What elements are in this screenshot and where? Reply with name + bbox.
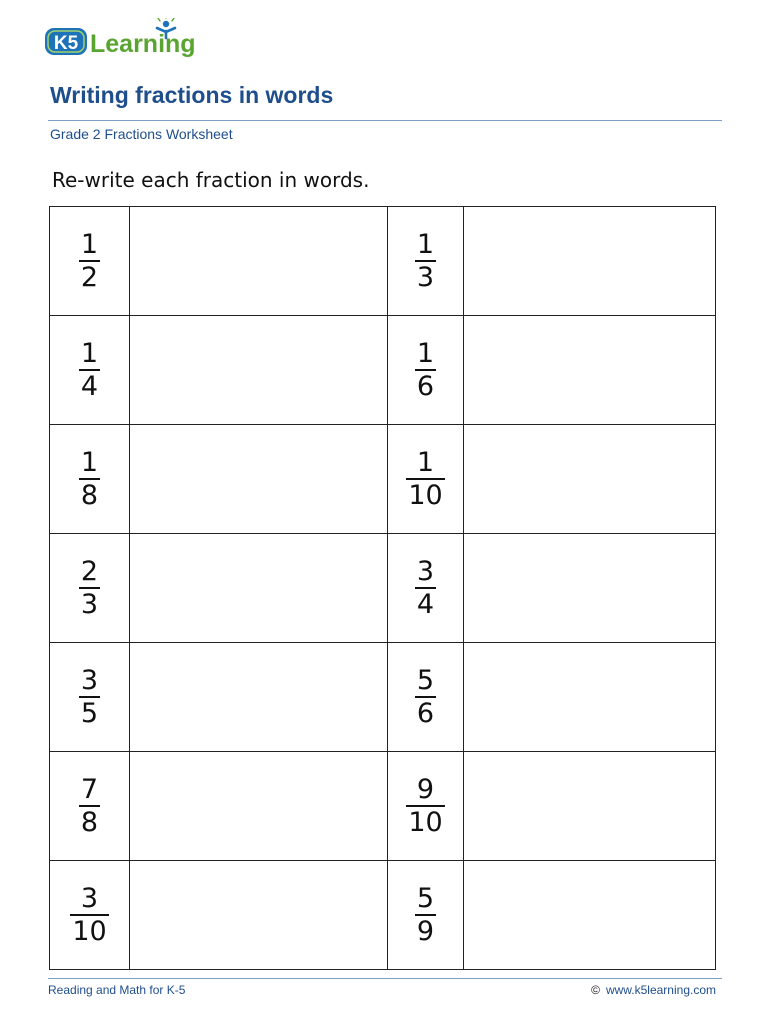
- logo-badge-text: K5: [53, 33, 79, 54]
- fraction-denominator: 8: [80, 479, 99, 511]
- fraction-cell: [50, 207, 130, 316]
- fraction-numerator: 1: [80, 446, 99, 478]
- answer-cell[interactable]: [130, 861, 388, 970]
- fraction-denominator: 2: [80, 261, 99, 293]
- page-subtitle: Grade 2 Fractions Worksheet: [50, 126, 233, 142]
- fraction-denominator: 3: [416, 261, 435, 293]
- answer-cell[interactable]: [464, 207, 716, 316]
- answer-cell[interactable]: [130, 316, 388, 425]
- table-row: [50, 861, 716, 970]
- fraction-numerator: 1: [80, 228, 99, 260]
- fraction-denominator: 3: [80, 588, 99, 620]
- fraction-cell: [50, 316, 130, 425]
- table-row: [50, 752, 716, 861]
- logo-word: Learning: [90, 30, 196, 58]
- fraction-denominator: 9: [416, 915, 435, 947]
- fraction-denominator: 10: [72, 915, 107, 947]
- fraction-denominator: 6: [416, 697, 435, 729]
- fraction-numerator: 9: [416, 773, 435, 805]
- instructions: Re-write each fraction in words.: [52, 168, 370, 192]
- fraction: [70, 882, 108, 947]
- fraction-denominator: 8: [80, 806, 99, 838]
- fraction-cell: [388, 425, 464, 534]
- fraction: [79, 773, 100, 838]
- fraction: [415, 337, 436, 402]
- footer-url[interactable]: www.k5learning.com: [605, 983, 716, 997]
- fraction: [79, 337, 100, 402]
- fraction-denominator: 10: [408, 806, 443, 838]
- answer-cell[interactable]: [130, 752, 388, 861]
- answer-cell[interactable]: [130, 534, 388, 643]
- fraction: [79, 664, 100, 729]
- answer-cell[interactable]: [130, 425, 388, 534]
- fraction-denominator: 5: [80, 697, 99, 729]
- answer-cell[interactable]: [464, 752, 716, 861]
- fraction-cell: [50, 861, 130, 970]
- fraction-numerator: 1: [80, 337, 99, 369]
- answer-cell[interactable]: [464, 425, 716, 534]
- fraction: [79, 555, 100, 620]
- table-row: [50, 534, 716, 643]
- fraction-cell: [50, 752, 130, 861]
- fraction-denominator: 6: [416, 370, 435, 402]
- fraction-numerator: 3: [80, 882, 99, 914]
- footer-tagline: Reading and Math for K-5: [48, 983, 186, 997]
- fraction-numerator: 5: [416, 882, 435, 914]
- answer-cell[interactable]: [464, 316, 716, 425]
- fraction: [79, 228, 100, 293]
- fraction-cell: [388, 643, 464, 752]
- fraction-cell: [388, 316, 464, 425]
- footer-divider: [48, 978, 722, 979]
- page-title: Writing fractions in words: [50, 82, 334, 108]
- fraction-numerator: 1: [416, 337, 435, 369]
- fraction-denominator: 4: [416, 588, 435, 620]
- answer-cell[interactable]: [464, 861, 716, 970]
- fraction-denominator: 4: [80, 370, 99, 402]
- fraction: [415, 228, 436, 293]
- answer-cell[interactable]: [464, 534, 716, 643]
- fraction: [415, 555, 436, 620]
- fraction-numerator: 7: [80, 773, 99, 805]
- fraction: [415, 664, 436, 729]
- fraction-numerator: 3: [80, 664, 99, 696]
- fraction-denominator: 10: [408, 479, 443, 511]
- table-row: [50, 207, 716, 316]
- fraction: [415, 882, 436, 947]
- title-divider: [48, 120, 722, 121]
- fraction-cell: [50, 534, 130, 643]
- fraction-numerator: 2: [80, 555, 99, 587]
- logo-graphic: [44, 18, 206, 60]
- table-row: [50, 316, 716, 425]
- fraction-cell: [388, 752, 464, 861]
- fraction-cell: [388, 534, 464, 643]
- fraction-cell: [388, 207, 464, 316]
- fraction: [406, 773, 444, 838]
- answer-cell[interactable]: [130, 643, 388, 752]
- fraction-numerator: 1: [416, 228, 435, 260]
- footer-site: [591, 983, 716, 997]
- answer-cell[interactable]: [130, 207, 388, 316]
- table-row: [50, 643, 716, 752]
- fraction-cell: [50, 425, 130, 534]
- fraction-cell: [50, 643, 130, 752]
- fraction-numerator: 1: [416, 446, 435, 478]
- fraction: [79, 446, 100, 511]
- fraction-table: [49, 206, 716, 970]
- k5-learning-logo: [44, 18, 206, 60]
- fraction: [406, 446, 444, 511]
- table-row: [50, 425, 716, 534]
- fraction-cell: [388, 861, 464, 970]
- answer-cell[interactable]: [464, 643, 716, 752]
- copyright-symbol: ©: [591, 983, 600, 997]
- fraction-numerator: 5: [416, 664, 435, 696]
- fraction-numerator: 3: [416, 555, 435, 587]
- fraction-table-body: [50, 207, 716, 970]
